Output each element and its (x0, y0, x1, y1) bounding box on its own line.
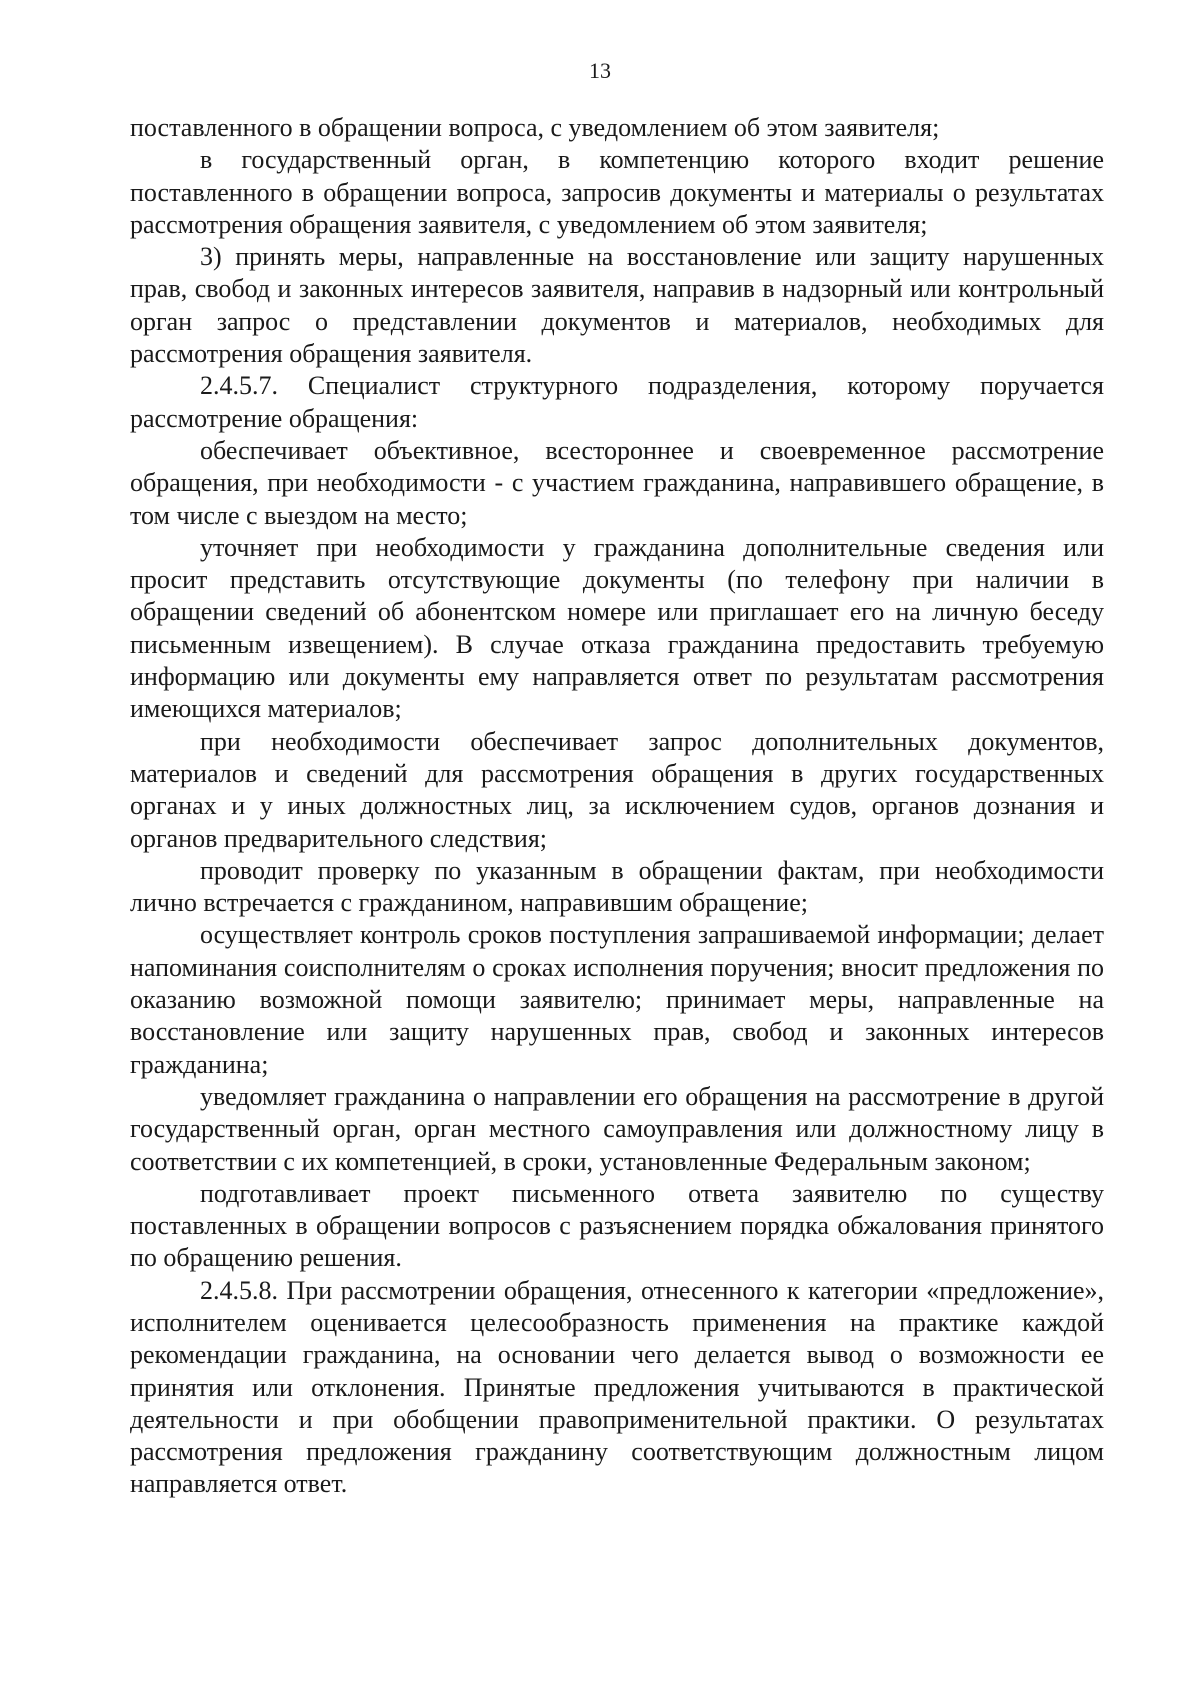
paragraph-conducts-check: проводит проверку по указанным в обращении фактам, при необходимости лично встречается с гражданином, направившим обращение; (130, 855, 1104, 918)
page-number: 13 (589, 58, 611, 83)
paragraph-controls-deadlines: осуществляет контроль сроков поступления запрашиваемой информации; делает напоминания соисполнителям о сроках исполнения поручения; вносит предложения по оказанию возможной помощи заявителю; принимает меры, направленные на восстановление или защиту нарушенных прав, свобод и законных интересов гражданина; (130, 920, 1104, 1079)
paragraph-requests-documents: при необходимости обеспечивает запрос дополнительных документов, материалов и сведений для рассмотрения обращения в других государственных органах и у иных должностных лиц, за исключением судов, органов дознания и органов предварительного следствия; (130, 726, 1104, 853)
paragraph-continuation: поставленного в обращении вопроса, с уведомлением об этом заявителя; (130, 113, 940, 142)
document-body (130, 112, 1104, 1501)
paragraph-state-body: в государственный орган, в компетенцию которого входит решение поставленного в обращении вопроса, запросив документы и материалы о результатах рассмотрения обращения заявителя, с уведомлением об этом заявителя; (130, 145, 1104, 239)
paragraph-2-4-5-8: 2.4.5.8. При рассмотрении обращения, отнесенного к категории «предложение», исполнителем оценивается целесообразность применения на практике каждой рекомендации гражданина, на основании чего делается вывод о возможности ее принятия или отклонения. Принятые предложения учитываются в практической деятельности и при обобщении правоприменительной практики. О результатах рассмотрения предложения гражданину соответствующим должностным лицом направляется ответ. (130, 1275, 1104, 1499)
paragraph-ensures-review: обеспечивает объективное, всестороннее и своевременное рассмотрение обращения, при необходимости - с участием гражданина, направившего обращение, в том числе с выездом на место; (130, 435, 1104, 530)
paragraph-item-3: 3) принять меры, направленные на восстановление или защиту нарушенных прав, свобод и законных интересов заявителя, направив в надзорный или контрольный орган запрос о представлении документов и материалов, необходимых для рассмотрения обращения заявителя. (130, 242, 1104, 369)
paragraph-clarifies-details: уточняет при необходимости у гражданина дополнительные сведения или просит представить отсутствующие документы (по телефону при наличии в обращении сведений об абонентском номере или приглашает его на личную беседу письменным извещением). В случае отказа гражданина предоставить требуемую информацию или документы ему направляется ответ по результатам рассмотрения имеющихся материалов; (130, 532, 1104, 724)
paragraph-notifies-citizen: уведомляет гражданина о направлении его обращения на рассмотрение в другой государственный орган, орган местного самоуправления или должностному лицу в соответствии с их компетенцией, в сроки, установленные Федеральным законом; (130, 1081, 1104, 1176)
paragraph-2-4-5-7: 2.4.5.7. Специалист структурного подразделения, которому поручается рассмотрение обращения: (130, 371, 1104, 433)
paragraph-prepares-reply: подготавливает проект письменного ответа заявителю по существу поставленных в обращении вопросов с разъяснением порядка обжалования принятого по обращению решения. (130, 1178, 1104, 1273)
